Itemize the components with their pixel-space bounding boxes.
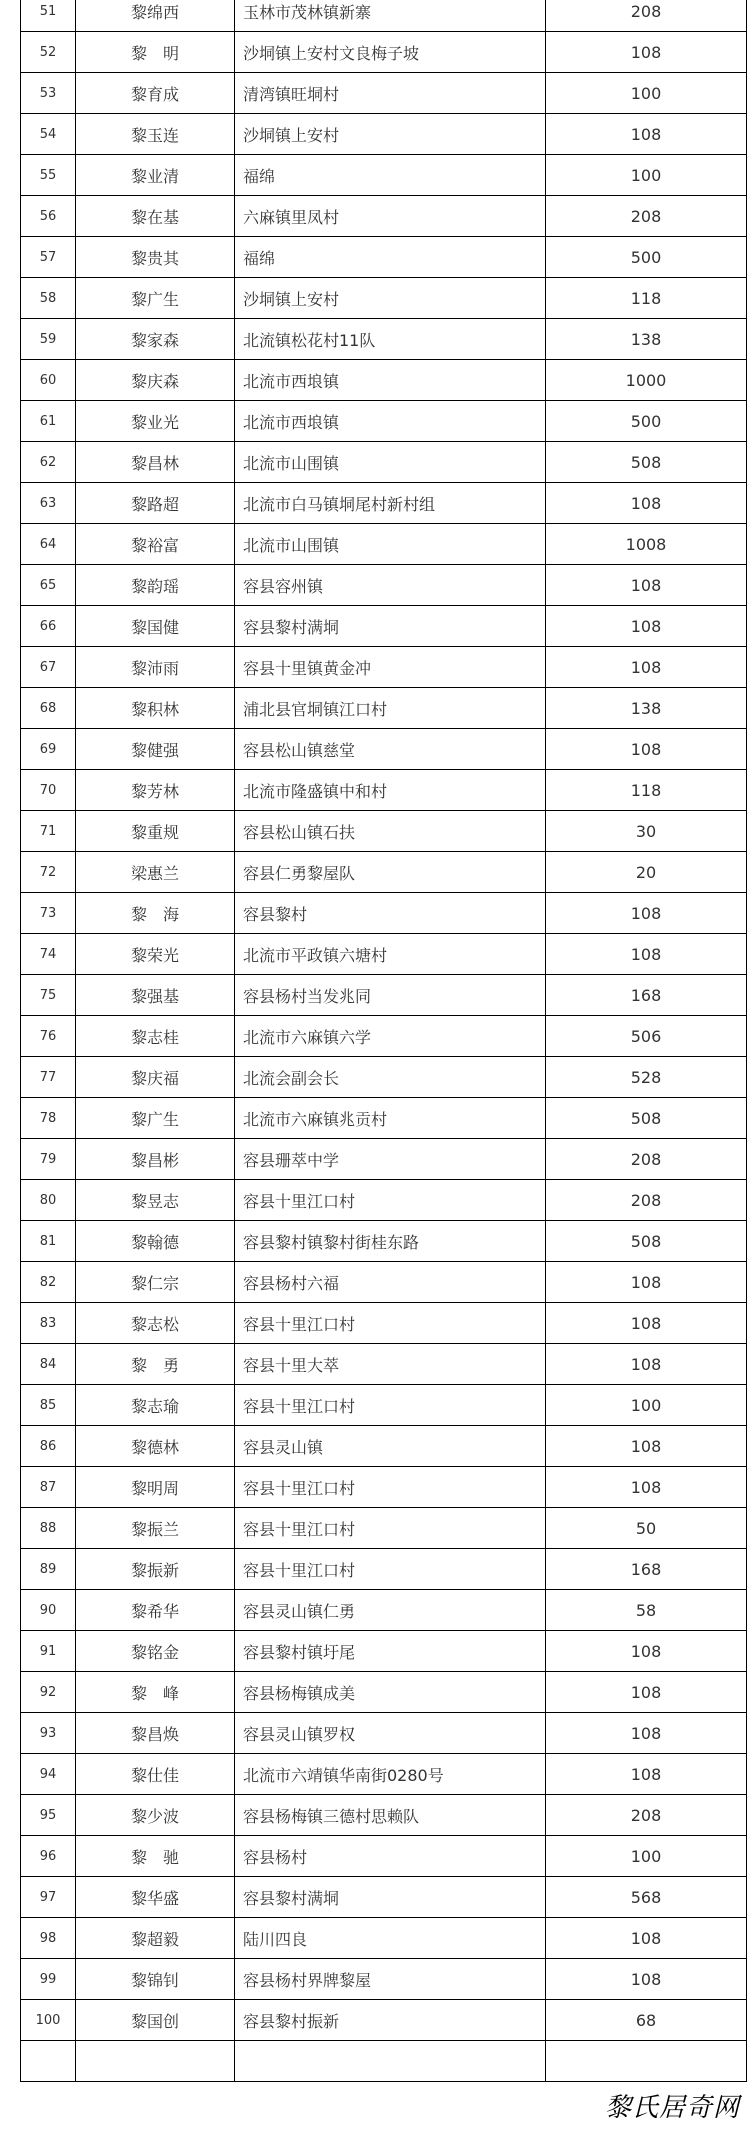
donor-name: 黎昌焕: [76, 1713, 235, 1754]
donor-table-container: [20, 0, 736, 2082]
table-row: [21, 688, 747, 729]
table-row: [21, 1754, 747, 1795]
donor-table: [20, 0, 747, 2082]
donor-name: 黎希华: [76, 1590, 235, 1631]
donor-name: 黎 驰: [76, 1836, 235, 1877]
row-number: 52: [21, 32, 76, 73]
row-number: 91: [21, 1631, 76, 1672]
table-row: [21, 647, 747, 688]
donor-address: 容县灵山镇: [235, 1426, 546, 1467]
row-number: 85: [21, 1385, 76, 1426]
row-number: 61: [21, 401, 76, 442]
donor-name: 黎铭金: [76, 1631, 235, 1672]
donor-address: 容县十里镇黄金冲: [235, 647, 546, 688]
table-row: [21, 729, 747, 770]
row-number: 69: [21, 729, 76, 770]
table-row: [21, 237, 747, 278]
table-row: [21, 442, 747, 483]
table-row: [21, 1057, 747, 1098]
donation-amount: 528: [546, 1057, 747, 1098]
donation-amount: 508: [546, 442, 747, 483]
table-row: [21, 524, 747, 565]
donor-name: 黎锦钊: [76, 1959, 235, 2000]
donor-name: 黎 海: [76, 893, 235, 934]
donor-name: 黎业清: [76, 155, 235, 196]
table-row: [21, 155, 747, 196]
row-number: 71: [21, 811, 76, 852]
donor-name: 黎玉连: [76, 114, 235, 155]
donation-amount: 506: [546, 1016, 747, 1057]
row-number: 62: [21, 442, 76, 483]
donation-amount: 208: [546, 1180, 747, 1221]
table-row: [21, 32, 747, 73]
donation-amount: 68: [546, 2000, 747, 2041]
row-number: 66: [21, 606, 76, 647]
donor-name: 梁惠兰: [76, 852, 235, 893]
donation-amount: 568: [546, 1877, 747, 1918]
donation-amount: 108: [546, 565, 747, 606]
row-number: 65: [21, 565, 76, 606]
donor-address: 容县黎村镇圩尾: [235, 1631, 546, 1672]
donor-address: 容县灵山镇仁勇: [235, 1590, 546, 1631]
donation-amount: 508: [546, 1098, 747, 1139]
donor-address: 容县杨村六福: [235, 1262, 546, 1303]
donor-address: 北流市平政镇六塘村: [235, 934, 546, 975]
table-row: [21, 1262, 747, 1303]
donor-address: 北流市白马镇垌尾村新村组: [235, 483, 546, 524]
table-row: [21, 852, 747, 893]
donor-name: 黎贵其: [76, 237, 235, 278]
donor-address: 北流市山围镇: [235, 442, 546, 483]
row-number: 75: [21, 975, 76, 1016]
donor-address: 容县杨梅镇三德村思赖队: [235, 1795, 546, 1836]
row-number: 63: [21, 483, 76, 524]
table-row: [21, 1631, 747, 1672]
donor-address: 容县容州镇: [235, 565, 546, 606]
donation-amount: 100: [546, 1385, 747, 1426]
donor-name: 黎志瑜: [76, 1385, 235, 1426]
table-row: [21, 1467, 747, 1508]
donation-amount: 108: [546, 729, 747, 770]
donor-name: 黎庆福: [76, 1057, 235, 1098]
donation-amount: 208: [546, 1139, 747, 1180]
table-row: [21, 401, 747, 442]
donor-name: 黎志桂: [76, 1016, 235, 1057]
table-row: [21, 1221, 747, 1262]
row-number: 60: [21, 360, 76, 401]
donor-address: 容县杨村: [235, 1836, 546, 1877]
table-row: [21, 2000, 747, 2041]
donor-name: 黎昱志: [76, 1180, 235, 1221]
donor-address: 容县杨村界牌黎屋: [235, 1959, 546, 2000]
donor-name: 黎广生: [76, 278, 235, 319]
donation-amount: 168: [546, 975, 747, 1016]
donor-address: 容县黎村: [235, 893, 546, 934]
row-number: 80: [21, 1180, 76, 1221]
donor-address: 容县十里江口村: [235, 1508, 546, 1549]
donor-name: 黎家森: [76, 319, 235, 360]
donor-name: 黎少波: [76, 1795, 235, 1836]
row-number: 99: [21, 1959, 76, 2000]
row-number: 78: [21, 1098, 76, 1139]
donor-name: 黎健强: [76, 729, 235, 770]
table-row: [21, 1180, 747, 1221]
donor-address: 北流市六麻镇六学: [235, 1016, 546, 1057]
donor-name: 黎业光: [76, 401, 235, 442]
donor-address: 容县松山镇石扶: [235, 811, 546, 852]
row-number: 98: [21, 1918, 76, 1959]
donation-amount: 50: [546, 1508, 747, 1549]
row-number: 68: [21, 688, 76, 729]
donation-amount: 20: [546, 852, 747, 893]
donor-address: 容县黎村满垌: [235, 1877, 546, 1918]
donation-amount: 108: [546, 934, 747, 975]
donor-address: 容县十里江口村: [235, 1549, 546, 1590]
row-number: 64: [21, 524, 76, 565]
donation-amount: 168: [546, 1549, 747, 1590]
donor-name: 黎在基: [76, 196, 235, 237]
donation-amount: 108: [546, 32, 747, 73]
donation-amount: 108: [546, 606, 747, 647]
donation-amount: 108: [546, 647, 747, 688]
row-number: 92: [21, 1672, 76, 1713]
donation-amount: 118: [546, 770, 747, 811]
row-number: 96: [21, 1836, 76, 1877]
table-row: [21, 1549, 747, 1590]
donation-amount: 1008: [546, 524, 747, 565]
donor-address: 容县杨梅镇成美: [235, 1672, 546, 1713]
table-row: [21, 0, 747, 32]
donor-address: 北流市山围镇: [235, 524, 546, 565]
donor-name: 黎绵西: [76, 0, 235, 32]
table-row: [21, 1426, 747, 1467]
row-number: 93: [21, 1713, 76, 1754]
table-row: [21, 114, 747, 155]
table-row: [21, 975, 747, 1016]
table-row: [21, 565, 747, 606]
donor-name: 黎昌彬: [76, 1139, 235, 1180]
table-row: [21, 319, 747, 360]
donor-address: 沙垌镇上安村: [235, 114, 546, 155]
row-number: 56: [21, 196, 76, 237]
donor-name: 黎振新: [76, 1549, 235, 1590]
donor-address: 容县十里江口村: [235, 1303, 546, 1344]
donation-amount: 208: [546, 0, 747, 32]
donor-address: 北流市六麻镇兆贡村: [235, 1098, 546, 1139]
donor-name: 黎德林: [76, 1426, 235, 1467]
donor-name: [76, 2041, 235, 2082]
donation-amount: 500: [546, 237, 747, 278]
donor-name: 黎重规: [76, 811, 235, 852]
row-number: 95: [21, 1795, 76, 1836]
donor-address: 容县十里江口村: [235, 1180, 546, 1221]
donor-address: 北流市六靖镇华南街0280号: [235, 1754, 546, 1795]
donation-amount: 208: [546, 1795, 747, 1836]
table-row: [21, 811, 747, 852]
donor-name: 黎国创: [76, 2000, 235, 2041]
table-row: [21, 1098, 747, 1139]
donor-address: 北流市隆盛镇中和村: [235, 770, 546, 811]
table-row: [21, 1139, 747, 1180]
donor-name: 黎 明: [76, 32, 235, 73]
table-row: [21, 1385, 747, 1426]
table-row: [21, 1877, 747, 1918]
donation-amount: 30: [546, 811, 747, 852]
donation-amount: 108: [546, 1713, 747, 1754]
donor-address: 北流市西埌镇: [235, 401, 546, 442]
donor-name: 黎明周: [76, 1467, 235, 1508]
row-number: 89: [21, 1549, 76, 1590]
donation-amount: 100: [546, 155, 747, 196]
donor-address: 容县黎村镇黎村街桂东路: [235, 1221, 546, 1262]
table-row: [21, 278, 747, 319]
donor-address: 容县仁勇黎屋队: [235, 852, 546, 893]
donation-amount: 108: [546, 1303, 747, 1344]
row-number: 87: [21, 1467, 76, 1508]
table-row: [21, 73, 747, 114]
donor-name: 黎路超: [76, 483, 235, 524]
row-number: 74: [21, 934, 76, 975]
table-row: [21, 1959, 747, 2000]
donation-amount: 118: [546, 278, 747, 319]
donor-name: 黎强基: [76, 975, 235, 1016]
table-row: [21, 483, 747, 524]
table-row: [21, 1016, 747, 1057]
donor-address: 容县黎村振新: [235, 2000, 546, 2041]
donation-amount: 108: [546, 483, 747, 524]
donation-amount: 108: [546, 114, 747, 155]
donation-amount: 108: [546, 1918, 747, 1959]
table-row: [21, 606, 747, 647]
donor-name: 黎积林: [76, 688, 235, 729]
donor-name: 黎仕佳: [76, 1754, 235, 1795]
donor-name: 黎振兰: [76, 1508, 235, 1549]
row-number: 59: [21, 319, 76, 360]
row-number: 84: [21, 1344, 76, 1385]
row-number: 90: [21, 1590, 76, 1631]
donor-address: [235, 2041, 546, 2082]
donor-address: 容县灵山镇罗权: [235, 1713, 546, 1754]
donation-amount: 108: [546, 1467, 747, 1508]
donation-amount: 1000: [546, 360, 747, 401]
donor-address: 容县杨村当发兆同: [235, 975, 546, 1016]
donor-name: 黎裕富: [76, 524, 235, 565]
donor-name: 黎华盛: [76, 1877, 235, 1918]
donor-name: 黎 峰: [76, 1672, 235, 1713]
row-number: 100: [21, 2000, 76, 2041]
row-number: 81: [21, 1221, 76, 1262]
donor-table-body: [21, 0, 747, 2082]
donor-name: 黎仁宗: [76, 1262, 235, 1303]
row-number: 77: [21, 1057, 76, 1098]
donation-amount: 108: [546, 1344, 747, 1385]
row-number: 76: [21, 1016, 76, 1057]
donation-amount: 100: [546, 1836, 747, 1877]
donation-amount: 108: [546, 893, 747, 934]
donor-address: 清湾镇旺垌村: [235, 73, 546, 114]
donor-name: 黎庆森: [76, 360, 235, 401]
donation-amount: 138: [546, 319, 747, 360]
donor-address: 玉林市茂林镇新寨: [235, 0, 546, 32]
row-number: 83: [21, 1303, 76, 1344]
row-number: 54: [21, 114, 76, 155]
row-number: 72: [21, 852, 76, 893]
donor-name: 黎超毅: [76, 1918, 235, 1959]
table-row: [21, 2041, 747, 2082]
donor-address: 六麻镇里凤村: [235, 196, 546, 237]
table-row: [21, 360, 747, 401]
donor-name: 黎 勇: [76, 1344, 235, 1385]
table-row: [21, 1508, 747, 1549]
donation-amount: 138: [546, 688, 747, 729]
donor-address: 沙垌镇上安村: [235, 278, 546, 319]
site-watermark: 黎氏居奇网: [604, 2093, 740, 2123]
donor-name: 黎芳林: [76, 770, 235, 811]
row-number: 57: [21, 237, 76, 278]
donor-name: 黎育成: [76, 73, 235, 114]
row-number: 55: [21, 155, 76, 196]
row-number: 82: [21, 1262, 76, 1303]
donor-address: 福绵: [235, 237, 546, 278]
donor-name: 黎昌林: [76, 442, 235, 483]
table-row: [21, 1590, 747, 1631]
table-row: [21, 1713, 747, 1754]
donor-address: 北流市西埌镇: [235, 360, 546, 401]
table-row: [21, 1918, 747, 1959]
donor-address: 陆川四良: [235, 1918, 546, 1959]
table-row: [21, 1344, 747, 1385]
donation-amount: 108: [546, 1672, 747, 1713]
row-number: 73: [21, 893, 76, 934]
donor-address: 浦北县官垌镇江口村: [235, 688, 546, 729]
row-number: 67: [21, 647, 76, 688]
donation-amount: 108: [546, 1631, 747, 1672]
donor-address: 容县松山镇慈堂: [235, 729, 546, 770]
row-number: 94: [21, 1754, 76, 1795]
donor-address: 容县十里大萃: [235, 1344, 546, 1385]
donor-name: 黎志松: [76, 1303, 235, 1344]
donation-amount: 500: [546, 401, 747, 442]
donor-address: 北流镇松花村11队: [235, 319, 546, 360]
row-number: 79: [21, 1139, 76, 1180]
donor-address: 容县十里江口村: [235, 1385, 546, 1426]
donor-name: 黎国健: [76, 606, 235, 647]
donation-amount: 108: [546, 1262, 747, 1303]
donation-amount: 58: [546, 1590, 747, 1631]
table-row: [21, 196, 747, 237]
donation-amount: 108: [546, 1426, 747, 1467]
table-row: [21, 1836, 747, 1877]
row-number: 88: [21, 1508, 76, 1549]
row-number: 51: [21, 0, 76, 32]
donor-name: 黎沛雨: [76, 647, 235, 688]
donor-name: 黎翰德: [76, 1221, 235, 1262]
donor-address: 北流会副会长: [235, 1057, 546, 1098]
donor-name: 黎韵瑶: [76, 565, 235, 606]
table-row: [21, 1672, 747, 1713]
donor-address: 容县十里江口村: [235, 1467, 546, 1508]
donation-amount: 508: [546, 1221, 747, 1262]
donor-address: 福绵: [235, 155, 546, 196]
donation-amount: [546, 2041, 747, 2082]
table-row: [21, 893, 747, 934]
donor-name: 黎荣光: [76, 934, 235, 975]
row-number: 86: [21, 1426, 76, 1467]
table-row: [21, 1303, 747, 1344]
row-number: 58: [21, 278, 76, 319]
donation-amount: 208: [546, 196, 747, 237]
donor-name: 黎广生: [76, 1098, 235, 1139]
donor-address: 容县珊萃中学: [235, 1139, 546, 1180]
donation-amount: 108: [546, 1754, 747, 1795]
row-number: 53: [21, 73, 76, 114]
table-row: [21, 1795, 747, 1836]
table-row: [21, 934, 747, 975]
row-number: [21, 2041, 76, 2082]
row-number: 97: [21, 1877, 76, 1918]
donor-address: 容县黎村满垌: [235, 606, 546, 647]
row-number: 70: [21, 770, 76, 811]
table-row: [21, 770, 747, 811]
donor-address: 沙垌镇上安村文良梅子坡: [235, 32, 546, 73]
donation-amount: 100: [546, 73, 747, 114]
donation-amount: 108: [546, 1959, 747, 2000]
